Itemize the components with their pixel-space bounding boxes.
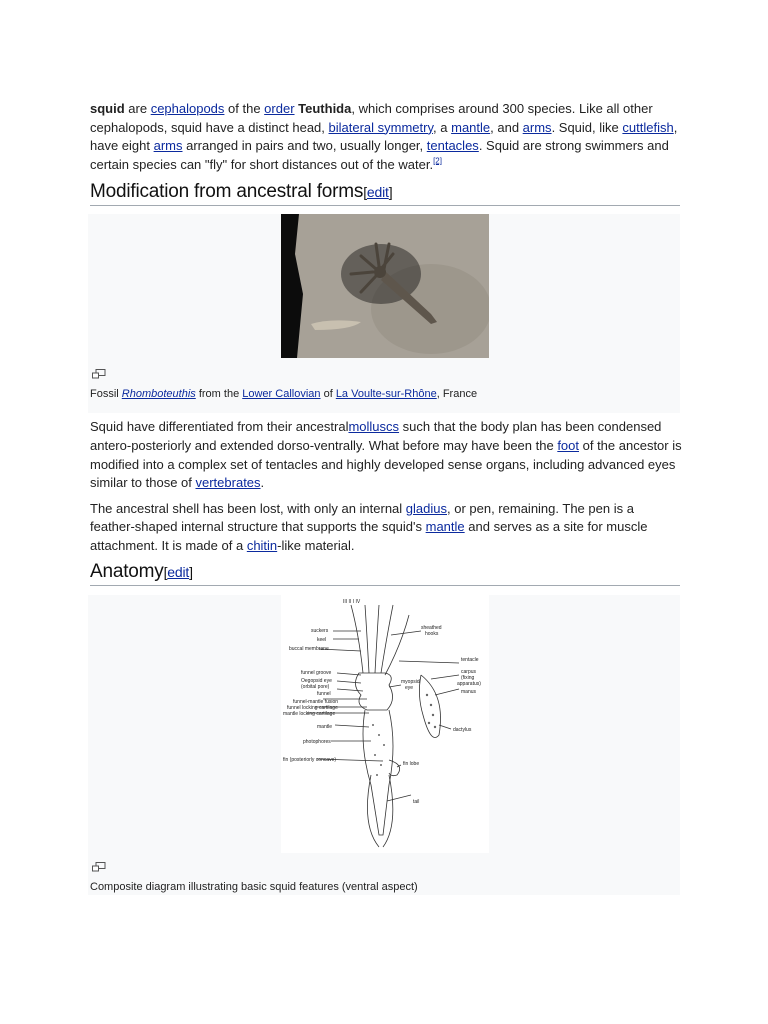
label-funnel-mantle: funnel-mantle fusion xyxy=(293,698,339,705)
label-mantle-locking: mantle locking cartilage xyxy=(283,710,336,717)
section-heading-anatomy: Anatomy[edit] xyxy=(90,561,680,586)
link-chitin[interactable]: chitin xyxy=(246,537,278,553)
figure-fossil xyxy=(88,214,680,413)
label-myopsid: myopsid xyxy=(401,678,420,685)
label-carpus: carpus xyxy=(461,668,477,675)
link-arms[interactable]: arms xyxy=(522,119,552,135)
label-manus: manus xyxy=(461,688,477,695)
edit-link-modification[interactable]: edit xyxy=(366,184,389,201)
label-fixing: (fixing xyxy=(461,674,475,681)
label-orbital: (orbital pore) xyxy=(301,683,330,690)
link-arms-2[interactable]: arms xyxy=(153,138,183,154)
label-oegopsid: Oegopsid eye xyxy=(301,677,332,684)
label-apparatus: apparatus) xyxy=(457,680,481,687)
link-lower-callovian[interactable]: Lower Callovian xyxy=(242,388,321,401)
reference-2[interactable]: [2] xyxy=(433,156,442,166)
label-arms: III II I IV xyxy=(343,598,361,605)
magnify-icon[interactable] xyxy=(92,862,106,872)
link-molluscs[interactable]: molluscs xyxy=(348,419,400,435)
label-funnel: funnel xyxy=(317,690,331,697)
label-fin-lobe: fin lobe xyxy=(403,760,420,767)
label-fin: fin (posteriorly concave) xyxy=(283,756,337,763)
link-foot[interactable]: foot xyxy=(557,437,579,453)
link-tentacles[interactable]: tentacles xyxy=(426,138,479,154)
label-funnel-groove: funnel groove xyxy=(301,669,332,676)
edit-link-anatomy[interactable]: edit xyxy=(167,563,190,580)
figure-anatomy xyxy=(88,595,680,895)
link-la-voulte[interactable]: La Voulte-sur-Rhône xyxy=(335,388,437,401)
link-gladius[interactable]: gladius xyxy=(405,500,447,516)
label-hooks: hooks xyxy=(425,630,439,637)
label-keel: keel xyxy=(317,636,327,643)
paragraph-shell: The ancestral shell has been lost, with only an internal gladius, or pen, remaining. The pen is a feather-shaped internal structure that supports the squid's mantle and serves as a site for muscle attachment. It is made of a chitin-like material. xyxy=(90,500,648,553)
label-tentacle: tentacle xyxy=(461,656,479,663)
term-teuthida: Teuthida xyxy=(298,101,352,116)
figure-caption-anatomy: Composite diagram illustrating basic squid features (ventral aspect) xyxy=(90,880,418,893)
squid-anatomy-diagram[interactable] xyxy=(281,595,489,853)
label-tail: tail xyxy=(413,798,420,805)
article-content xyxy=(90,100,680,895)
fossil-image[interactable] xyxy=(281,214,489,358)
section-heading-modification: Modification from ancestral forms[edit] xyxy=(90,181,680,206)
link-cephalopods[interactable]: cephalopods xyxy=(150,101,225,116)
paragraph-differentiated: Squid have differentiated from their ancestralmolluscs such that the body plan has been condensed antero-posteriorly and extended dorso-ventrally. What before may have been the foot of the ancestor is modified into a complex set of tentacles and highly developed sense organs, including advanced eyes similar to those of vertebrates. xyxy=(90,419,682,491)
link-order[interactable]: order xyxy=(264,101,295,116)
label-suckers: suckers xyxy=(311,627,329,634)
label-buccal: buccal membrane xyxy=(289,645,329,652)
label-mantle: mantle xyxy=(317,723,333,730)
figure-caption-fossil: Fossil Rhomboteuthis from the Lower Callovian of La Voulte-sur-Rhône, France xyxy=(90,388,478,401)
label-funnel-locking: funnel locking cartilage xyxy=(287,704,338,711)
link-vertebrates[interactable]: vertebrates xyxy=(195,475,261,491)
label-eye: eye xyxy=(405,684,414,691)
link-cuttlefish[interactable]: cuttlefish xyxy=(622,119,674,135)
magnify-icon[interactable] xyxy=(92,369,106,379)
term-squid: squid xyxy=(90,101,125,116)
link-bilateral-symmetry[interactable]: bilateral symmetry xyxy=(328,119,434,135)
label-sheathed: sheathed xyxy=(421,624,442,631)
label-photophores: photophores xyxy=(303,738,331,745)
intro-paragraph: squid are cephalopods of the order Teuthida, which comprises around 300 species. Like all other cephalopods, squid have a distinct head, bilateral symmetry, a mantle, and arms. Squid, like cuttlefish, have eight arms arranged in pairs and two, usually longer, tentacles. Squid are strong swimmers and certain species can "fly" for short distances out of the water.[2] xyxy=(90,101,678,172)
link-rhomboteuthis[interactable]: Rhomboteuthis xyxy=(121,388,196,401)
link-mantle[interactable]: mantle xyxy=(451,119,491,135)
label-dactylus: dactylus xyxy=(453,726,472,733)
link-mantle-2[interactable]: mantle xyxy=(425,519,465,535)
